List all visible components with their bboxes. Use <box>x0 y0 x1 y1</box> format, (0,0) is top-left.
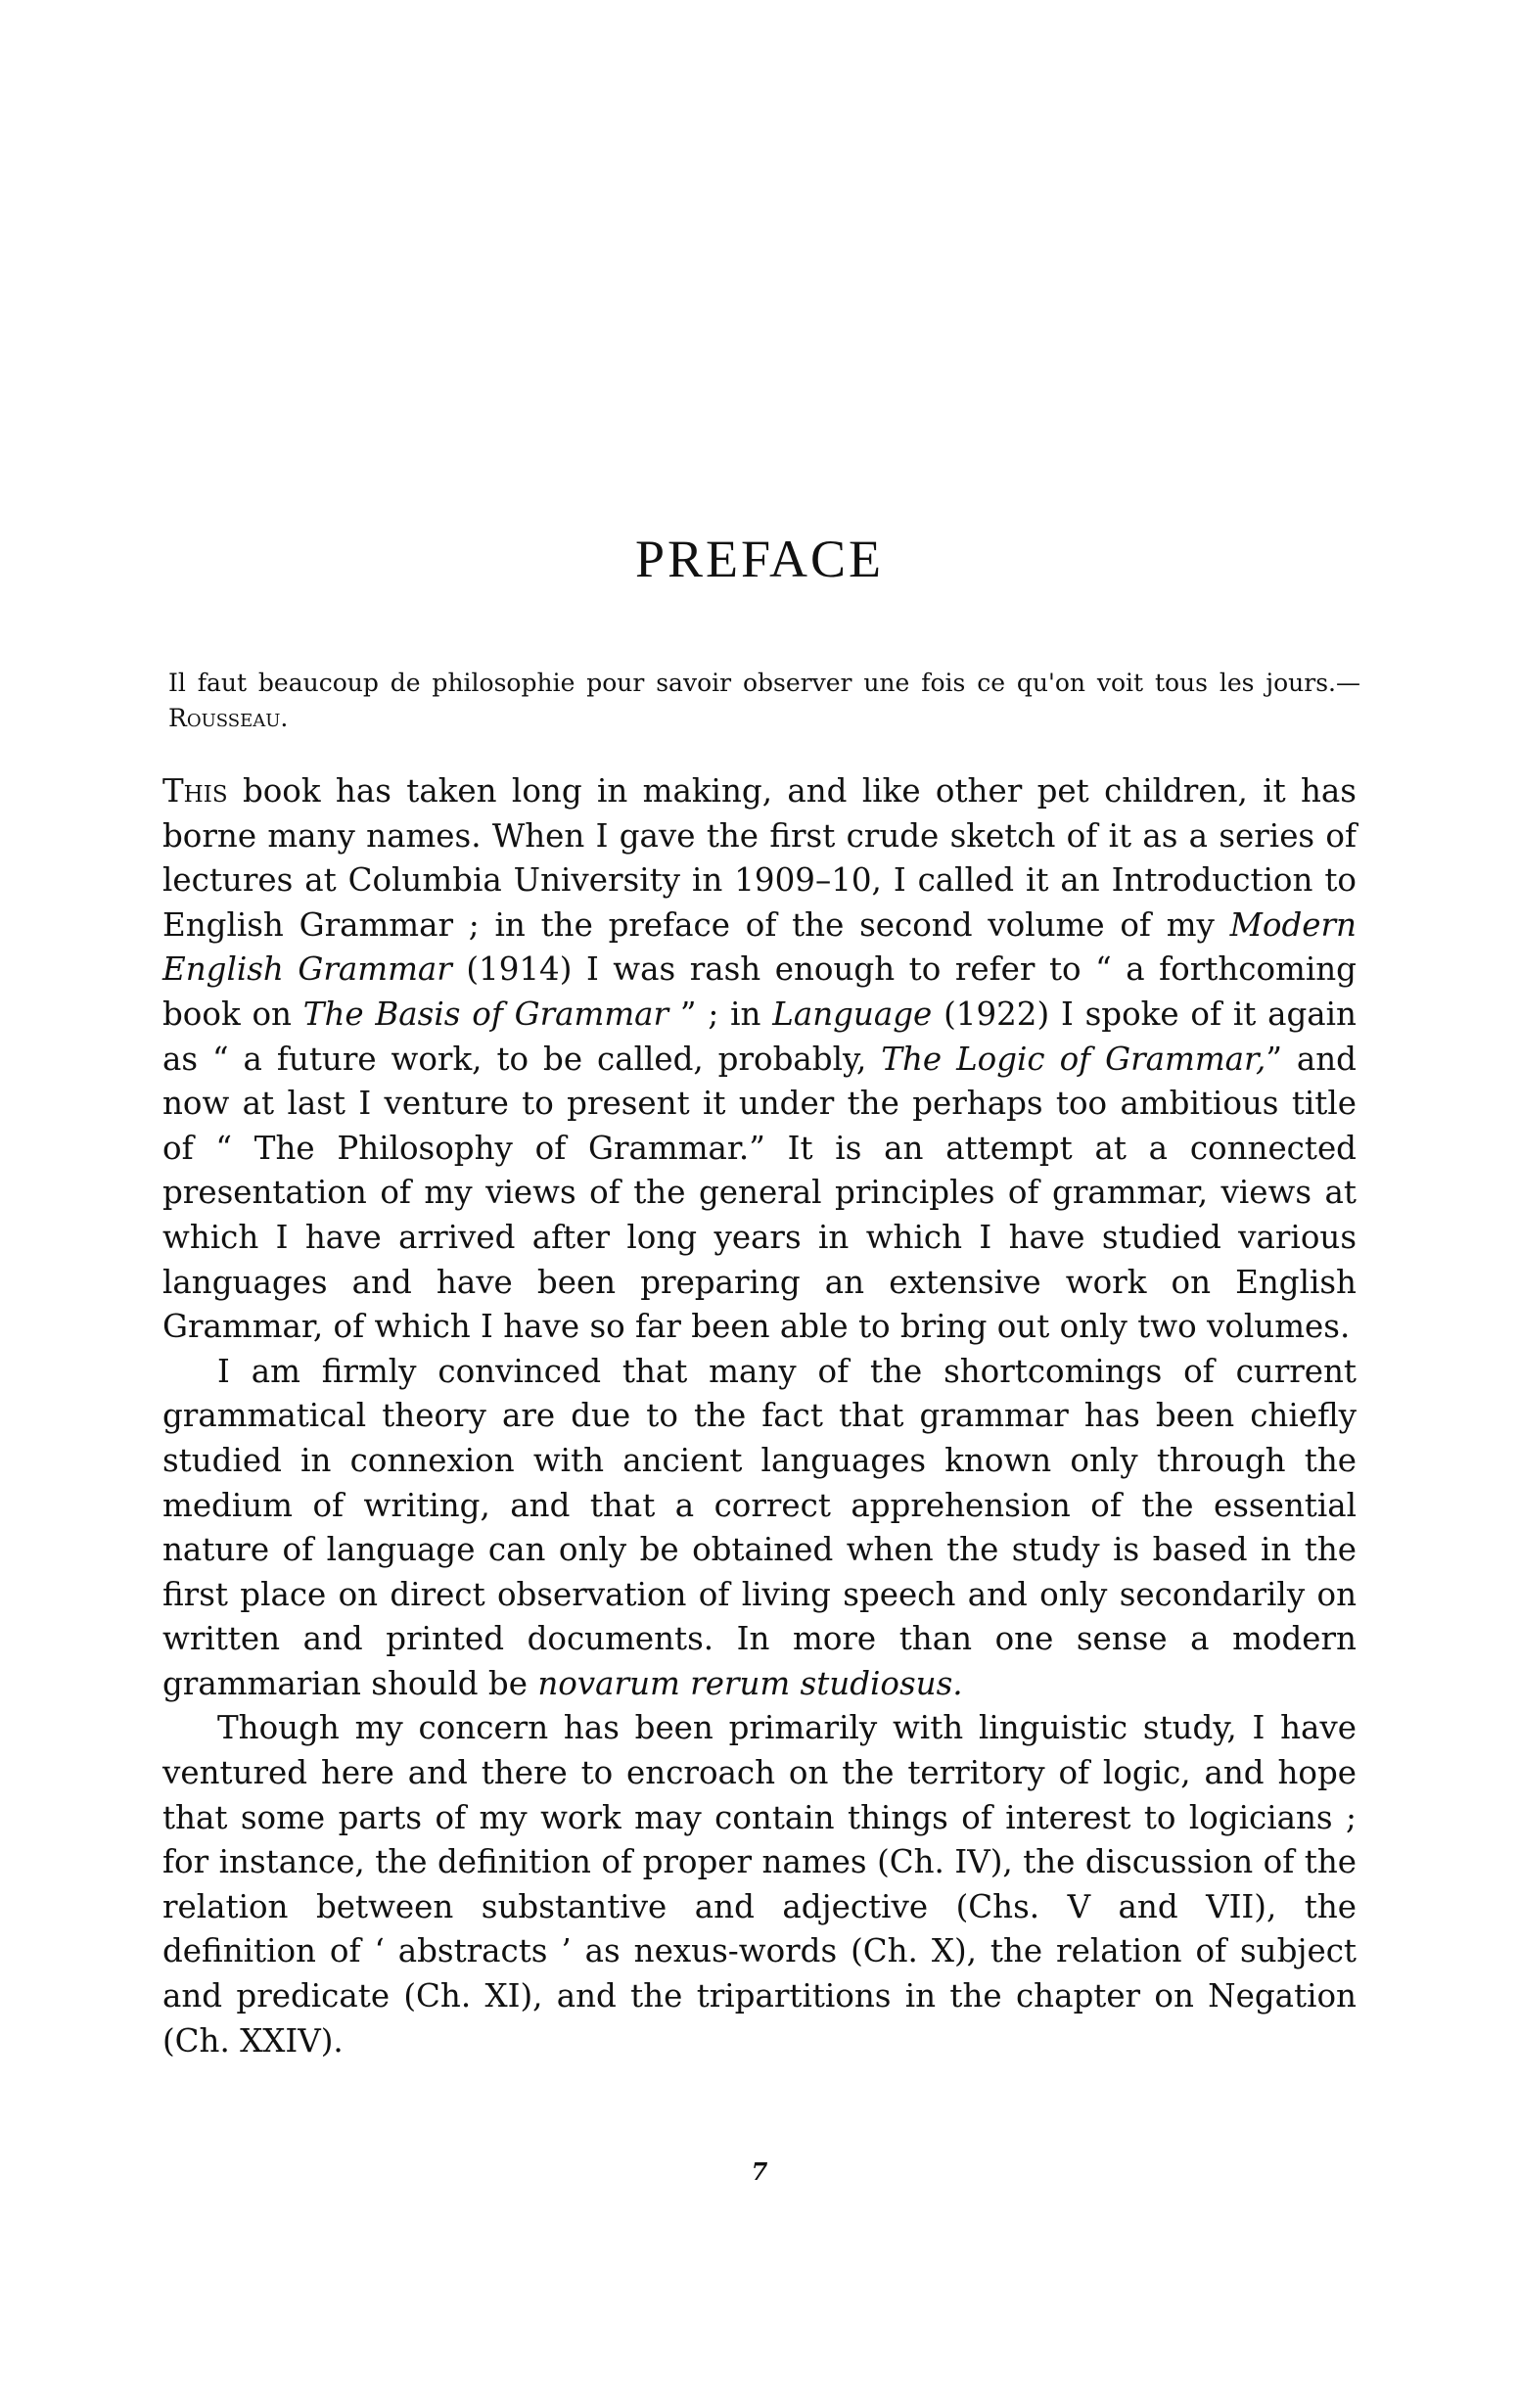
paragraph-1 <box>162 769 1357 1350</box>
page-title: PREFACE <box>634 530 885 588</box>
epigraph <box>168 666 1360 736</box>
page-number: 7 <box>751 2157 768 2186</box>
epigraph-text: Il faut beaucoup de philosophie pour savoir observer une fois ce qu'on voit tous les jours.— <box>168 669 1360 697</box>
preface-body <box>162 769 1357 2063</box>
latin-phrase-italic: novarum rerum studiosus. <box>537 1664 963 1702</box>
paragraph-lead: This <box>162 772 228 810</box>
book-title-italic: The Basis of Grammar <box>302 995 669 1033</box>
book-title-italic: Modern English Grammar <box>162 905 1357 989</box>
book-title-italic: Language <box>772 995 933 1033</box>
paragraph-2 <box>162 1350 1357 1707</box>
text-segment: ” and now at last I venture to present it under the perhaps too ambitious title of “ The Philosophy of Grammar.” It is an attempt at a connected presentation of my views of the general principles of grammar, views at which I have arrived after long years in which I have studied various languages and have been preparing an extensive work on English Grammar, of which I have so far been able to bring out only two volumes. <box>162 1040 1357 1346</box>
text-segment: Though my concern has been primarily with linguistic study, I have ventured here and there to encroach on the territory of logic, and hope that some parts of my work may contain things of interest to logicians ; for instance, the definition of proper names (Ch. IV), the discussion of the relation between substantive and adjective (Chs. V and VII), the definition of ‘ abstracts ’ as nexus-words (Ch. X), the relation of subject and predicate (Ch. XI), and the tripartitions in the chapter on Negation (Ch. XXIV). <box>162 1709 1357 2060</box>
book-title-italic: The Logic of Grammar, <box>881 1040 1266 1078</box>
epigraph-author: Rousseau. <box>168 704 289 732</box>
text-segment: book has taken long in making, and like other pet children, it has borne many names. When I gave the first crude sketch of it as a series of lectures at Columbia University in 1909–10, I called it an Introduction to English Grammar ; in the preface of the second volume of my <box>162 772 1357 944</box>
text-segment: I am firmly convinced that many of the shortcomings of current grammatical theory are due to the fact that grammar has been chiefly studied in connexion with ancient languages known only through the medium of writing, and that a correct apprehension of the essential nature of language can only be obtained when the study is based in the first place on direct observation of living speech and only secondarily on written and printed documents. In more than one sense a modern grammarian should be <box>162 1352 1357 1702</box>
paragraph-3 <box>162 1706 1357 2063</box>
text-segment: (1922) I spoke of it again as “ a future work, to be called, probably, <box>162 995 1357 1078</box>
text-segment: (1914) I was rash enough to refer to “ a forthcoming book on <box>162 950 1357 1033</box>
text-segment: ” ; in <box>668 995 773 1033</box>
